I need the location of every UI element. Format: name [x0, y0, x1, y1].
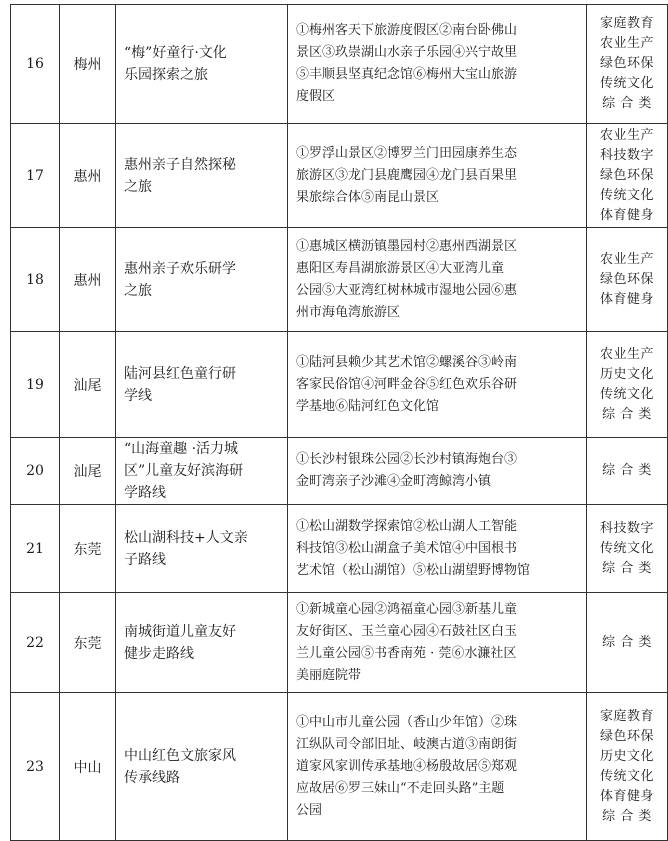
route-name [116, 593, 288, 693]
route-spots-line: 度假区 [296, 89, 336, 104]
route-spots-line: 客家民俗馆④河畔金谷⑤红色欢乐谷研 [296, 376, 518, 392]
route-spots-line: 金町湾亲子沙滩④金町湾鲸湾小镇 [296, 474, 492, 489]
route-name-line: 健步走路线 [124, 645, 194, 662]
route-spots-line: ①陆河县赖少其艺术馆②螺溪谷③岭南 [296, 354, 518, 370]
route-spots-line: 公园⑤大亚湾红树林城市湿地公园⑥惠 [296, 282, 518, 298]
route-category [587, 693, 668, 841]
route-category-line: 绿色环保 [599, 56, 654, 71]
route-category-line: 综 合 类 [602, 96, 652, 111]
route-category-line: 农业生产 [599, 346, 654, 362]
route-category-line: 体育健身 [599, 207, 654, 223]
route-category-line: 历史文化 [599, 748, 654, 764]
route-category [587, 332, 668, 438]
row-number: 18 [11, 228, 60, 332]
route-category-line: 传统文化 [599, 386, 654, 402]
route-name-line: “山海童趣 ·活力城 [124, 441, 239, 457]
route-category-line: 科技数字 [599, 520, 654, 536]
table-row [11, 124, 668, 228]
route-category-line: 传统文化 [599, 540, 654, 556]
route-spots-line: 果旅综合体⑤南昆山景区 [296, 189, 440, 205]
route-name-line: 之旅 [124, 282, 152, 299]
route-name [116, 332, 288, 438]
route-name-line: 中山红色文旅家风 [124, 747, 236, 764]
route-spots-line: ①长沙村银珠公园②长沙村镇海炮台③ [296, 452, 518, 467]
table-row [11, 693, 668, 841]
route-spots-line: ①梅州客天下旅游度假区②南台卧佛山 [296, 23, 518, 38]
route-name-line: 松山湖科技+人文亲 [124, 529, 248, 546]
route-spots-line: ①新城童心园②鸿福童心园③新基儿童 [296, 601, 518, 617]
route-spots [288, 505, 587, 593]
route-spots [288, 228, 587, 332]
route-spots-line: 州市海龟湾旅游区 [296, 304, 401, 320]
route-name-line: 南城街道儿童友好 [124, 623, 236, 640]
route-category-line: 综 合 类 [602, 463, 652, 478]
route-name-line: 惠州亲子欢乐研学 [124, 260, 236, 277]
route-category [587, 505, 668, 593]
route-name-line: 之旅 [124, 178, 152, 195]
route-name-line: “梅”好童行·文化 [124, 45, 227, 61]
route-name-line: 陆河县红色童行研 [124, 365, 236, 382]
table-row [11, 5, 668, 124]
city-name: 汕尾 [60, 332, 116, 438]
city-name: 中山 [60, 693, 116, 841]
route-spots-line: ①中山市儿童公园（香山少年馆）②珠 [296, 714, 518, 730]
city-name: 惠州 [60, 124, 116, 228]
route-name [116, 693, 288, 841]
city-name: 惠州 [60, 228, 116, 332]
city-name: 东莞 [60, 593, 116, 693]
route-spots-line: ①罗浮山景区②博罗兰门田园康养生态 [296, 145, 518, 161]
route-spots [288, 332, 587, 438]
route-category [587, 438, 668, 505]
route-table-body [11, 5, 668, 841]
route-name [116, 438, 288, 505]
route-spots-line: 学基地⑥陆河红色文化馆 [296, 398, 440, 414]
route-category-line: 综 合 类 [602, 560, 652, 576]
table-row [11, 228, 668, 332]
table-row [11, 332, 668, 438]
route-spots-line: ①松山湖数学探索馆②松山湖人工智能 [296, 518, 518, 534]
route-name-line: 惠州亲子自然探秘 [124, 156, 236, 173]
route-spots-line: 惠阳区寿昌湖旅游景区④大亚湾儿童 [296, 260, 505, 276]
city-name: 梅州 [60, 5, 116, 124]
route-spots [288, 438, 587, 505]
table-row [11, 593, 668, 693]
route-spots [288, 593, 587, 693]
route-spots-line: 科技馆③松山湖盒子美术馆④中国根书 [296, 540, 518, 556]
route-spots-line: 旅游区③龙门县鹿鹰园④龙门县百果里 [296, 167, 518, 183]
route-category-line: 绿色环保 [599, 728, 654, 744]
route-category-line: 历史文化 [599, 366, 654, 382]
route-spots [288, 693, 587, 841]
route-category-line: 传统文化 [599, 187, 654, 203]
row-number: 20 [11, 438, 60, 505]
route-spots [288, 124, 587, 228]
route-category-line: 绿色环保 [599, 167, 654, 183]
route-category-line: 传统文化 [599, 76, 654, 91]
route-spots-line: 景区③玖崇湖山水亲子乐园④兴宁故里 [296, 45, 518, 60]
city-name: 东莞 [60, 505, 116, 593]
route-name-line: 学线 [124, 387, 152, 404]
city-name: 汕尾 [60, 438, 116, 505]
row-number: 17 [11, 124, 60, 228]
route-category-line: 综 合 类 [602, 406, 652, 422]
route-name-line: 乐园探索之旅 [124, 67, 208, 83]
route-name-line: 传承线路 [124, 769, 180, 786]
route-spots-line: ⑤丰顺县坚真纪念馆⑥梅州大宝山旅游 [296, 67, 518, 82]
row-number: 22 [11, 593, 60, 693]
route-spots-line: 艺术馆（松山湖馆）⑤松山湖望野博物馆 [296, 562, 531, 578]
route-name-line: 子路线 [124, 551, 166, 568]
route-category-line: 农业生产 [599, 251, 654, 267]
route-category-line: 农业生产 [599, 36, 654, 51]
table-row [11, 505, 668, 593]
route-category [587, 228, 668, 332]
route-category-line: 家庭教育 [599, 708, 654, 724]
row-number: 19 [11, 332, 60, 438]
route-name-line: 学路线 [124, 485, 166, 501]
table-row [11, 438, 668, 505]
row-number: 23 [11, 693, 60, 841]
route-category [587, 5, 668, 124]
route-spots-line: ①惠城区横沥镇墨园村②惠州西湖景区 [296, 238, 518, 254]
route-name [116, 505, 288, 593]
route-category-line: 家庭教育 [599, 16, 654, 31]
row-number: 21 [11, 505, 60, 593]
route-spots-line: 江纵队司令部旧址、岐澳古道③南朗街 [296, 736, 518, 752]
route-spots-line: 美丽庭院带 [296, 667, 362, 683]
route-spots-line: 公园 [296, 802, 323, 818]
route-name [116, 228, 288, 332]
route-category-line: 综 合 类 [602, 634, 652, 650]
route-spots [288, 5, 587, 124]
route-spots-line: 应故居⑥罗三妹山“不走回头路”主题 [296, 780, 505, 796]
route-category-line: 科技数字 [599, 147, 654, 163]
route-category-line: 绿色环保 [599, 271, 654, 287]
row-number: 16 [11, 5, 60, 124]
route-name [116, 5, 288, 124]
route-spots-line: 道家风家训传承基地④杨殷故居⑤郑观 [296, 758, 518, 774]
route-category-line: 农业生产 [599, 127, 654, 143]
route-spots-line: 友好街区、玉兰童心园④石鼓社区白玉 [296, 623, 518, 639]
route-table [10, 4, 668, 841]
route-name [116, 124, 288, 228]
route-spots-line: 兰儿童公园⑤书香南苑 · 莞⑥水濂社区 [296, 645, 517, 661]
route-category-line: 传统文化 [599, 768, 654, 784]
route-category-line: 体育健身 [599, 291, 654, 307]
route-category-line: 综 合 类 [602, 808, 652, 824]
route-category [587, 124, 668, 228]
route-name-line: 区”儿童友好滨海研 [124, 463, 244, 479]
route-category [587, 593, 668, 693]
route-category-line: 体育健身 [599, 788, 654, 804]
